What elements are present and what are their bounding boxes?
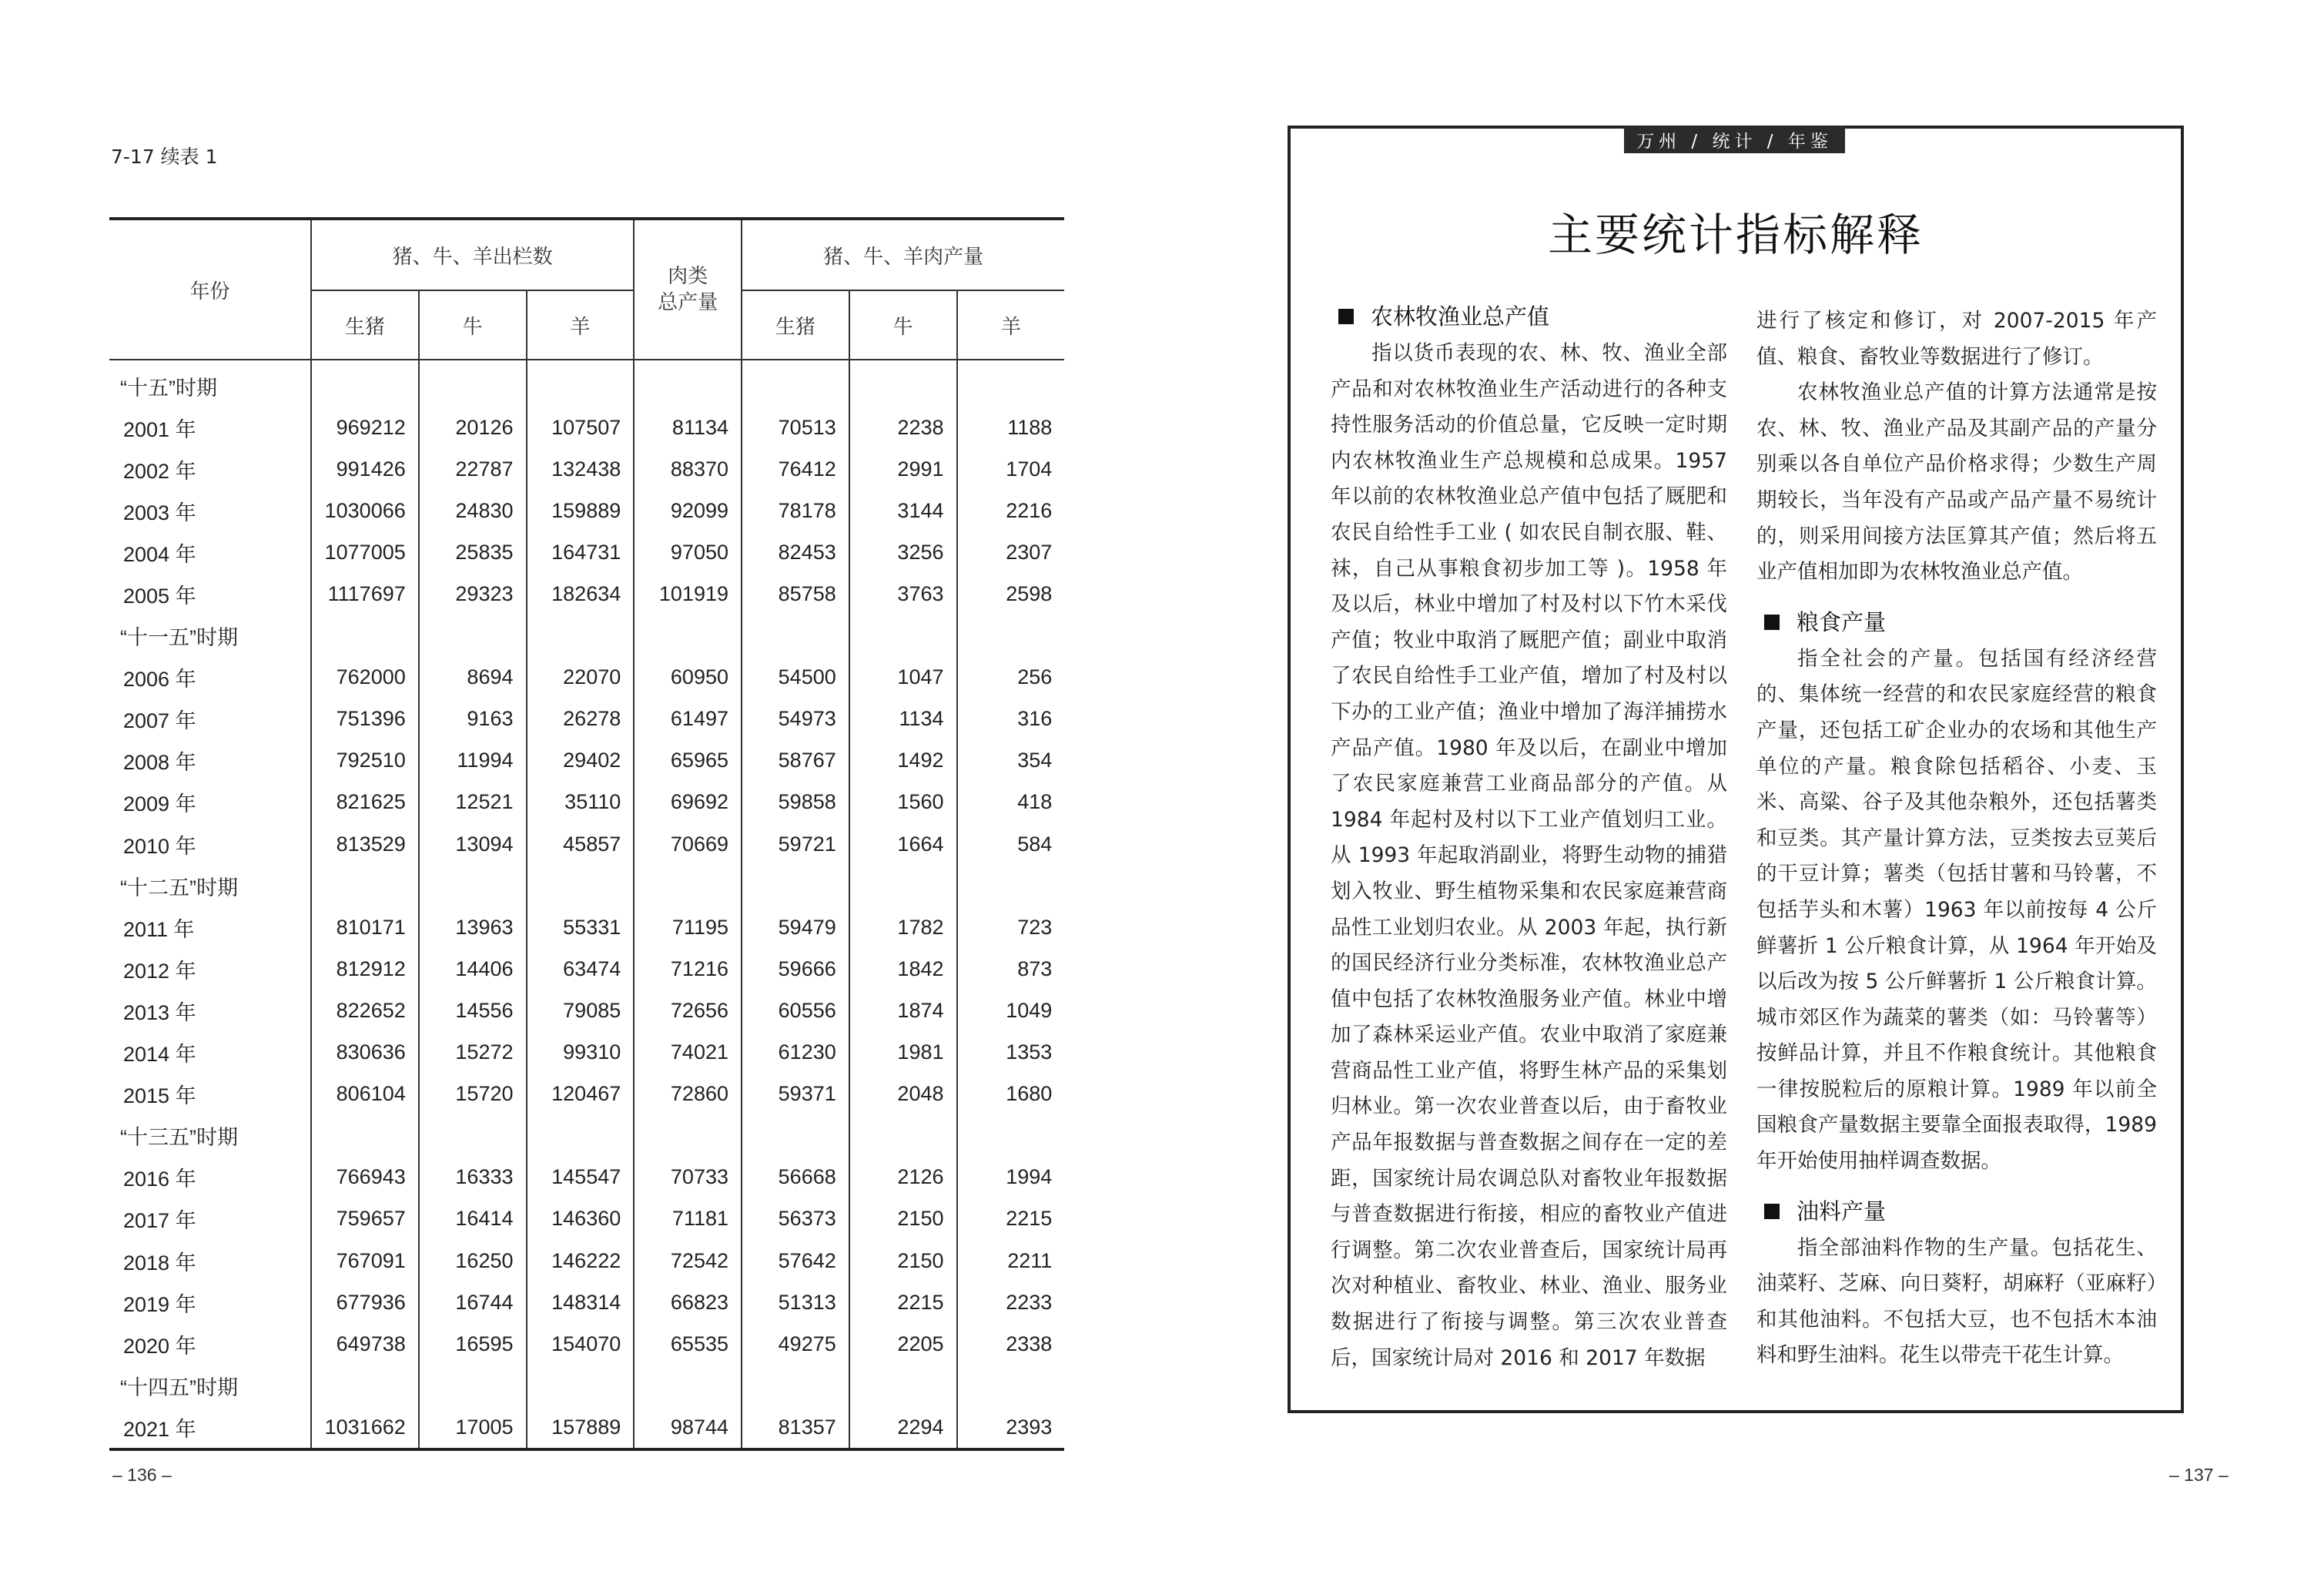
- table-cell: 164731: [527, 531, 635, 573]
- table-cell: 12521: [419, 782, 527, 823]
- table-cell: 2205: [849, 1323, 957, 1365]
- table-cell: 88370: [634, 448, 742, 490]
- table-cell: 35110: [527, 782, 635, 823]
- year-label: 2003 年: [123, 501, 196, 524]
- year-label: 2019 年: [123, 1292, 196, 1316]
- table-cell: 9163: [419, 699, 527, 740]
- table-row: [109, 740, 1064, 782]
- table-cell: 2211: [957, 1240, 1065, 1281]
- section-heading: [1756, 605, 2157, 640]
- year-label: 2013 年: [123, 1000, 196, 1024]
- period-label: “十五”时期: [120, 376, 217, 400]
- table-cell: 61497: [634, 699, 742, 740]
- table-cell: 56373: [742, 1198, 849, 1240]
- table-cell: 873: [957, 948, 1065, 990]
- table-cell: [311, 1365, 419, 1406]
- header-sheep: 羊: [527, 290, 635, 360]
- year-label: 2005 年: [123, 585, 196, 608]
- square-bullet-icon: [1764, 615, 1780, 630]
- table-cell: 649738: [311, 1323, 419, 1365]
- table-cell: 57642: [742, 1240, 849, 1281]
- table-cell: 751396: [311, 699, 419, 740]
- table-cell: 2598: [957, 573, 1065, 615]
- table-cell: 1134: [849, 699, 957, 740]
- year-label: 2006 年: [123, 668, 196, 692]
- period-label: “十一五”时期: [120, 626, 238, 650]
- year-label: 2011 年: [123, 917, 195, 941]
- table-cell: 2126: [849, 1157, 957, 1198]
- table-row: [109, 699, 1064, 740]
- table-cell: 766943: [311, 1157, 419, 1198]
- table-cell: 71195: [634, 906, 742, 948]
- table-cell: 59721: [742, 823, 849, 865]
- table-cell: 70733: [634, 1157, 742, 1198]
- table-cell: 723: [957, 906, 1065, 948]
- table-cell: 2307: [957, 531, 1065, 573]
- table-cell: 78178: [742, 490, 849, 531]
- table-cell: 1994: [957, 1157, 1065, 1198]
- table-body: [109, 360, 1064, 1449]
- table-cell: 69692: [634, 782, 742, 823]
- table-cell: 16250: [419, 1240, 527, 1281]
- paragraph: 指以货币表现的农、林、牧、渔业全部产品和对农林牧渔业生产活动进行的各种支持性服务活动的价值总量，它反映一定时期内农林牧渔业生产总规模和总成果。1957 年以前的农林牧渔业总产值中包括了厩肥和农民自给性手工业 ( 如农民自制衣服、鞋、袜，自己从事粮食初步加工等 )。1958 年及以后，林业中增加了村及村以下竹木采伐产值；牧业中取消了厩肥产值；副业中取消了农民自给性手工业产值，增加了村及村以下办的工业产值；渔业中增加了海洋捕捞水产品产值。1980 年及以后，在副业中增加了农民家庭兼营工业商品部分的产值。从 1984 年起村及村以下工业产值划归工业。从 1993 年起取消副业，将野生动物的捕猎划入牧业、野生植物采集和农民家庭兼营商品性工业划归农业。从 2003 年起，执行新的国民经济行业分类标准，农林牧渔业总产值中包括了农林牧渔服务业产值。林业中增加了森林采运业产值。农业中取消了家庭兼营商品性工业产值，将野生林产品的采集划归林业。第一次农业普查以后，由于畜牧业产品年报数据与普查数据之间存在一定的差距，国家统计局农调总队对畜牧业年报数据与普查数据进行衔接，相应的畜牧业产值进行调整。第二次农业普查后，国家统计局再次对种植业、畜牧业、林业、渔业、服务业数据进行了衔接与调整。第三次农业普查后，国家统计局对 2016 和 2017 年数据: [1331, 341, 1727, 1370]
- table-row: [109, 1032, 1064, 1074]
- year-label: 2008 年: [123, 751, 196, 775]
- table-cell: 1981: [849, 1032, 957, 1074]
- table-cell: [311, 360, 419, 407]
- table-cell: 97050: [634, 531, 742, 573]
- period-label: “十三五”时期: [120, 1126, 238, 1150]
- table-cell: 146222: [527, 1240, 635, 1281]
- table-row: [109, 1281, 1064, 1323]
- table-cell: 22070: [527, 657, 635, 699]
- year-label: 2001 年: [123, 417, 196, 441]
- table-cell: 1031662: [311, 1406, 419, 1449]
- table-cell: 2150: [849, 1198, 957, 1240]
- table-cell: 182634: [527, 573, 635, 615]
- year-label: 2015 年: [123, 1084, 196, 1108]
- table-cell: 29323: [419, 573, 527, 615]
- year-label: 2007 年: [123, 709, 196, 733]
- table-cell: [419, 615, 527, 657]
- text-column-right: [1756, 303, 2157, 1374]
- table-row: [109, 990, 1064, 1031]
- table-cell: 3256: [849, 531, 957, 573]
- table-cell: 61230: [742, 1032, 849, 1074]
- table-cell: 70669: [634, 823, 742, 865]
- table-cell: [849, 1115, 957, 1157]
- section-heading: [1756, 1194, 2157, 1229]
- table-cell: [527, 615, 635, 657]
- year-label: 2009 年: [123, 792, 196, 816]
- table-cell: 677936: [311, 1281, 419, 1323]
- table-row: [109, 782, 1064, 823]
- table-cell: 49275: [742, 1323, 849, 1365]
- table-cell: 1030066: [311, 490, 419, 531]
- table-cell: [849, 360, 957, 407]
- header-cattle: 牛: [419, 290, 527, 360]
- period-row: [109, 1115, 1064, 1157]
- table-cell: 157889: [527, 1406, 635, 1449]
- table-cell: 3144: [849, 490, 957, 531]
- table-cell: 56668: [742, 1157, 849, 1198]
- table-cell: 98744: [634, 1406, 742, 1449]
- table-cell: [634, 1115, 742, 1157]
- table-cell: 1353: [957, 1032, 1065, 1074]
- table-cell: 1842: [849, 948, 957, 990]
- table-cell: [527, 360, 635, 407]
- table-cell: 74021: [634, 1032, 742, 1074]
- table-cell: 821625: [311, 782, 419, 823]
- table-cell: [311, 865, 419, 906]
- year-label: 2014 年: [123, 1043, 196, 1067]
- table-cell: 810171: [311, 906, 419, 948]
- table-cell: [634, 865, 742, 906]
- table-cell: 45857: [527, 823, 635, 865]
- table-cell: 22787: [419, 448, 527, 490]
- table-cell: 81357: [742, 1406, 849, 1449]
- table-cell: 1560: [849, 782, 957, 823]
- table-cell: [957, 865, 1065, 906]
- table-cell: 66823: [634, 1281, 742, 1323]
- page-number-right: – 137 –: [2169, 1465, 2229, 1485]
- table-cell: 15272: [419, 1032, 527, 1074]
- table-cell: 85758: [742, 573, 849, 615]
- header-pig-meat: 生猪: [742, 290, 849, 360]
- table-cell: 256: [957, 657, 1065, 699]
- table-cell: 2294: [849, 1406, 957, 1449]
- square-bullet-icon: [1338, 309, 1354, 324]
- paragraph: 指全部油料作物的生产量。包括花生、油菜籽、芝麻、向日葵籽，胡麻籽（亚麻籽）和其他油料。不包括大豆，也不包括木本油料和野生油料。花生以带壳干花生计算。: [1756, 1235, 2157, 1368]
- right-page: [1162, 0, 2324, 1588]
- table-cell: 8694: [419, 657, 527, 699]
- header-year: 年份: [109, 219, 311, 360]
- year-label: 2020 年: [123, 1334, 196, 1358]
- section-heading-text: 农林牧渔业总产值: [1371, 303, 1550, 330]
- table-cell: 2216: [957, 490, 1065, 531]
- table-cell: 16744: [419, 1281, 527, 1323]
- year-label: 2012 年: [123, 959, 196, 983]
- table-cell: 71216: [634, 948, 742, 990]
- table-cell: 806104: [311, 1074, 419, 1115]
- year-label: 2017 年: [123, 1209, 196, 1233]
- text-column-left: [1331, 299, 1727, 1376]
- table-cell: [419, 360, 527, 407]
- table-cell: 120467: [527, 1074, 635, 1115]
- table-cell: 16595: [419, 1323, 527, 1365]
- table-cell: 92099: [634, 490, 742, 531]
- table-row: [109, 906, 1064, 948]
- table-cell: [742, 360, 849, 407]
- table-cell: 29402: [527, 740, 635, 782]
- table-cell: 2338: [957, 1323, 1065, 1365]
- table-cell: [311, 1115, 419, 1157]
- table-cell: 1704: [957, 448, 1065, 490]
- table-cell: [742, 865, 849, 906]
- table-cell: 59371: [742, 1074, 849, 1115]
- table-cell: 1680: [957, 1074, 1065, 1115]
- period-row: [109, 1365, 1064, 1406]
- table-cell: 24830: [419, 490, 527, 531]
- table-cell: 145547: [527, 1157, 635, 1198]
- table-cell: 59858: [742, 782, 849, 823]
- table-cell: [957, 615, 1065, 657]
- table-cell: 82453: [742, 531, 849, 573]
- table-cell: 969212: [311, 407, 419, 448]
- table-cell: 1874: [849, 990, 957, 1031]
- period-label: “十四五”时期: [120, 1375, 238, 1399]
- table-cell: 26278: [527, 699, 635, 740]
- table-cell: 60950: [634, 657, 742, 699]
- table-cell: 2215: [849, 1281, 957, 1323]
- yearbook-banner: 万州 / 统计 / 年鉴: [1624, 126, 1845, 153]
- table-cell: 354: [957, 740, 1065, 782]
- table-cell: 54973: [742, 699, 849, 740]
- table-row: [109, 573, 1064, 615]
- table-cell: 59479: [742, 906, 849, 948]
- table-cell: 2991: [849, 448, 957, 490]
- table-cell: [311, 615, 419, 657]
- table-cell: [849, 1365, 957, 1406]
- table-cell: 101919: [634, 573, 742, 615]
- table-cell: 813529: [311, 823, 419, 865]
- table-cell: 99310: [527, 1032, 635, 1074]
- year-label: 2016 年: [123, 1168, 196, 1191]
- year-label: 2002 年: [123, 459, 196, 483]
- table-cell: 1664: [849, 823, 957, 865]
- table-row: [109, 490, 1064, 531]
- paragraph: 指全社会的产量。包括国有经济经营的、集体统一经营的和农民家庭经营的粮食产量，还包括工矿企业办的农场和其他生产单位的产量。粮食除包括稻谷、小麦、玉米、高粱、谷子及其他杂粮外，还包括薯类和豆类。其产量计算方法，豆类按去豆荚后的干豆计算；薯类（包括甘薯和马铃薯，不包括芋头和木薯）1963 年以前按每 4 公斤鲜薯折 1 公斤粮食计算，从 1964 年开始及以后改为按 5 公斤鲜薯折 1 公斤粮食计算。城市郊区作为蔬菜的薯类（如：马铃薯等）按鲜品计算，并且不作粮食统计。其他粮食一律按脱粒后的原粮计算。1989 年以前全国粮食产量数据主要靠全面报表取得，1989 年开始使用抽样调查数据。: [1756, 646, 2157, 1174]
- header-cattle-meat: 牛: [849, 290, 957, 360]
- table-cell: 17005: [419, 1406, 527, 1449]
- section-heading: [1331, 299, 1727, 334]
- table-cell: 1049: [957, 990, 1065, 1031]
- table-cell: 16414: [419, 1198, 527, 1240]
- table-row: [109, 823, 1064, 865]
- table-cell: [849, 615, 957, 657]
- table-cell: 146360: [527, 1198, 635, 1240]
- table-cell: 812912: [311, 948, 419, 990]
- table-cell: [957, 1365, 1065, 1406]
- table-row: [109, 948, 1064, 990]
- table-cell: [742, 615, 849, 657]
- table-cell: [957, 1115, 1065, 1157]
- table-cell: 14556: [419, 990, 527, 1031]
- table-cell: 72860: [634, 1074, 742, 1115]
- table-id: 7-17 续表 1: [111, 146, 218, 168]
- table-cell: 2048: [849, 1074, 957, 1115]
- table-cell: 1047: [849, 657, 957, 699]
- table-cell: 107507: [527, 407, 635, 448]
- table-cell: [419, 1365, 527, 1406]
- table-cell: 1492: [849, 740, 957, 782]
- table-cell: 54500: [742, 657, 849, 699]
- livestock-table: [109, 217, 1064, 1451]
- table-cell: [742, 1365, 849, 1406]
- table-cell: 1077005: [311, 531, 419, 573]
- table-cell: 63474: [527, 948, 635, 990]
- table-cell: 60556: [742, 990, 849, 1031]
- table-row: [109, 657, 1064, 699]
- table-cell: 2233: [957, 1281, 1065, 1323]
- table-cell: 79085: [527, 990, 635, 1031]
- table-cell: 1188: [957, 407, 1065, 448]
- table-cell: [527, 1365, 635, 1406]
- table-cell: 1117697: [311, 573, 419, 615]
- table-cell: 316: [957, 699, 1065, 740]
- table-cell: [527, 865, 635, 906]
- table-row: [109, 1323, 1064, 1365]
- table-cell: 72656: [634, 990, 742, 1031]
- table-cell: 71181: [634, 1198, 742, 1240]
- table-cell: 159889: [527, 490, 635, 531]
- table-cell: [527, 1115, 635, 1157]
- page-title: 主要统计指标解释: [1547, 209, 1924, 261]
- header-meat-output: 猪、牛、羊肉产量: [742, 219, 1064, 290]
- table-row: [109, 1074, 1064, 1115]
- year-label: 2018 年: [123, 1251, 196, 1275]
- period-row: [109, 360, 1064, 407]
- table-cell: [634, 360, 742, 407]
- table-cell: 13094: [419, 823, 527, 865]
- page-number-left: – 136 –: [112, 1465, 172, 1485]
- year-label: 2010 年: [123, 834, 196, 858]
- table-cell: 2215: [957, 1198, 1065, 1240]
- table-cell: [419, 1115, 527, 1157]
- paragraph: 进行了核定和修订，对 2007-2015 年产值、粮食、畜牧业等数据进行了修订。: [1756, 309, 2157, 369]
- table-cell: [957, 360, 1065, 407]
- table-cell: 2393: [957, 1406, 1065, 1449]
- period-row: [109, 865, 1064, 906]
- table-row: [109, 1406, 1064, 1449]
- table-row: [109, 1240, 1064, 1281]
- table-cell: 418: [957, 782, 1065, 823]
- table-cell: 59666: [742, 948, 849, 990]
- table-cell: 822652: [311, 990, 419, 1031]
- table-cell: [742, 1115, 849, 1157]
- table-cell: 11994: [419, 740, 527, 782]
- table-cell: 58767: [742, 740, 849, 782]
- paragraph: 农林牧渔业总产值的计算方法通常是按农、林、牧、渔业产品及其副产品的产量分别乘以各自单位产品价格求得；少数生产周期较长，当年没有产品或产品产量不易统计的，则采用间接方法匡算其产值；然后将五业产值相加即为农林牧渔业总产值。: [1756, 380, 2157, 585]
- table-cell: 76412: [742, 448, 849, 490]
- section-heading-text: 油料产量: [1797, 1198, 1887, 1225]
- table-cell: 72542: [634, 1240, 742, 1281]
- table-cell: 14406: [419, 948, 527, 990]
- table-row: [109, 1157, 1064, 1198]
- table-cell: 55331: [527, 906, 635, 948]
- table-row: [109, 531, 1064, 573]
- header-sheep-meat: 羊: [957, 290, 1065, 360]
- table-cell: 25835: [419, 531, 527, 573]
- table-cell: 759657: [311, 1198, 419, 1240]
- table-cell: 13963: [419, 906, 527, 948]
- section-heading-text: 粮食产量: [1797, 608, 1887, 635]
- table-cell: 154070: [527, 1323, 635, 1365]
- table-cell: 20126: [419, 407, 527, 448]
- table-cell: 65965: [634, 740, 742, 782]
- table-cell: 15720: [419, 1074, 527, 1115]
- table-cell: 70513: [742, 407, 849, 448]
- table-cell: 584: [957, 823, 1065, 865]
- header-meat-total: 肉类 总产量: [634, 219, 742, 360]
- table-cell: [849, 865, 957, 906]
- table-cell: [634, 1365, 742, 1406]
- table-row: [109, 407, 1064, 448]
- table-cell: [419, 865, 527, 906]
- table-cell: 830636: [311, 1032, 419, 1074]
- table-cell: 132438: [527, 448, 635, 490]
- table-cell: 148314: [527, 1281, 635, 1323]
- table-cell: [634, 615, 742, 657]
- table-row: [109, 1198, 1064, 1240]
- year-label: 2004 年: [123, 542, 196, 566]
- square-bullet-icon: [1764, 1204, 1780, 1219]
- table-cell: 792510: [311, 740, 419, 782]
- table-cell: 767091: [311, 1240, 419, 1281]
- table-cell: 3763: [849, 573, 957, 615]
- period-label: “十二五”时期: [120, 876, 238, 900]
- table-cell: 1782: [849, 906, 957, 948]
- table-cell: 762000: [311, 657, 419, 699]
- table-cell: 65535: [634, 1323, 742, 1365]
- table-cell: 2238: [849, 407, 957, 448]
- table-cell: 16333: [419, 1157, 527, 1198]
- header-pig: 生猪: [311, 290, 419, 360]
- year-label: 2021 年: [109, 1406, 311, 1449]
- period-row: [109, 615, 1064, 657]
- table-cell: 991426: [311, 448, 419, 490]
- table-cell: 51313: [742, 1281, 849, 1323]
- header-slaughter-count: 猪、牛、羊出栏数: [311, 219, 634, 290]
- table-cell: 81134: [634, 407, 742, 448]
- table-cell: 2150: [849, 1240, 957, 1281]
- table-row: [109, 448, 1064, 490]
